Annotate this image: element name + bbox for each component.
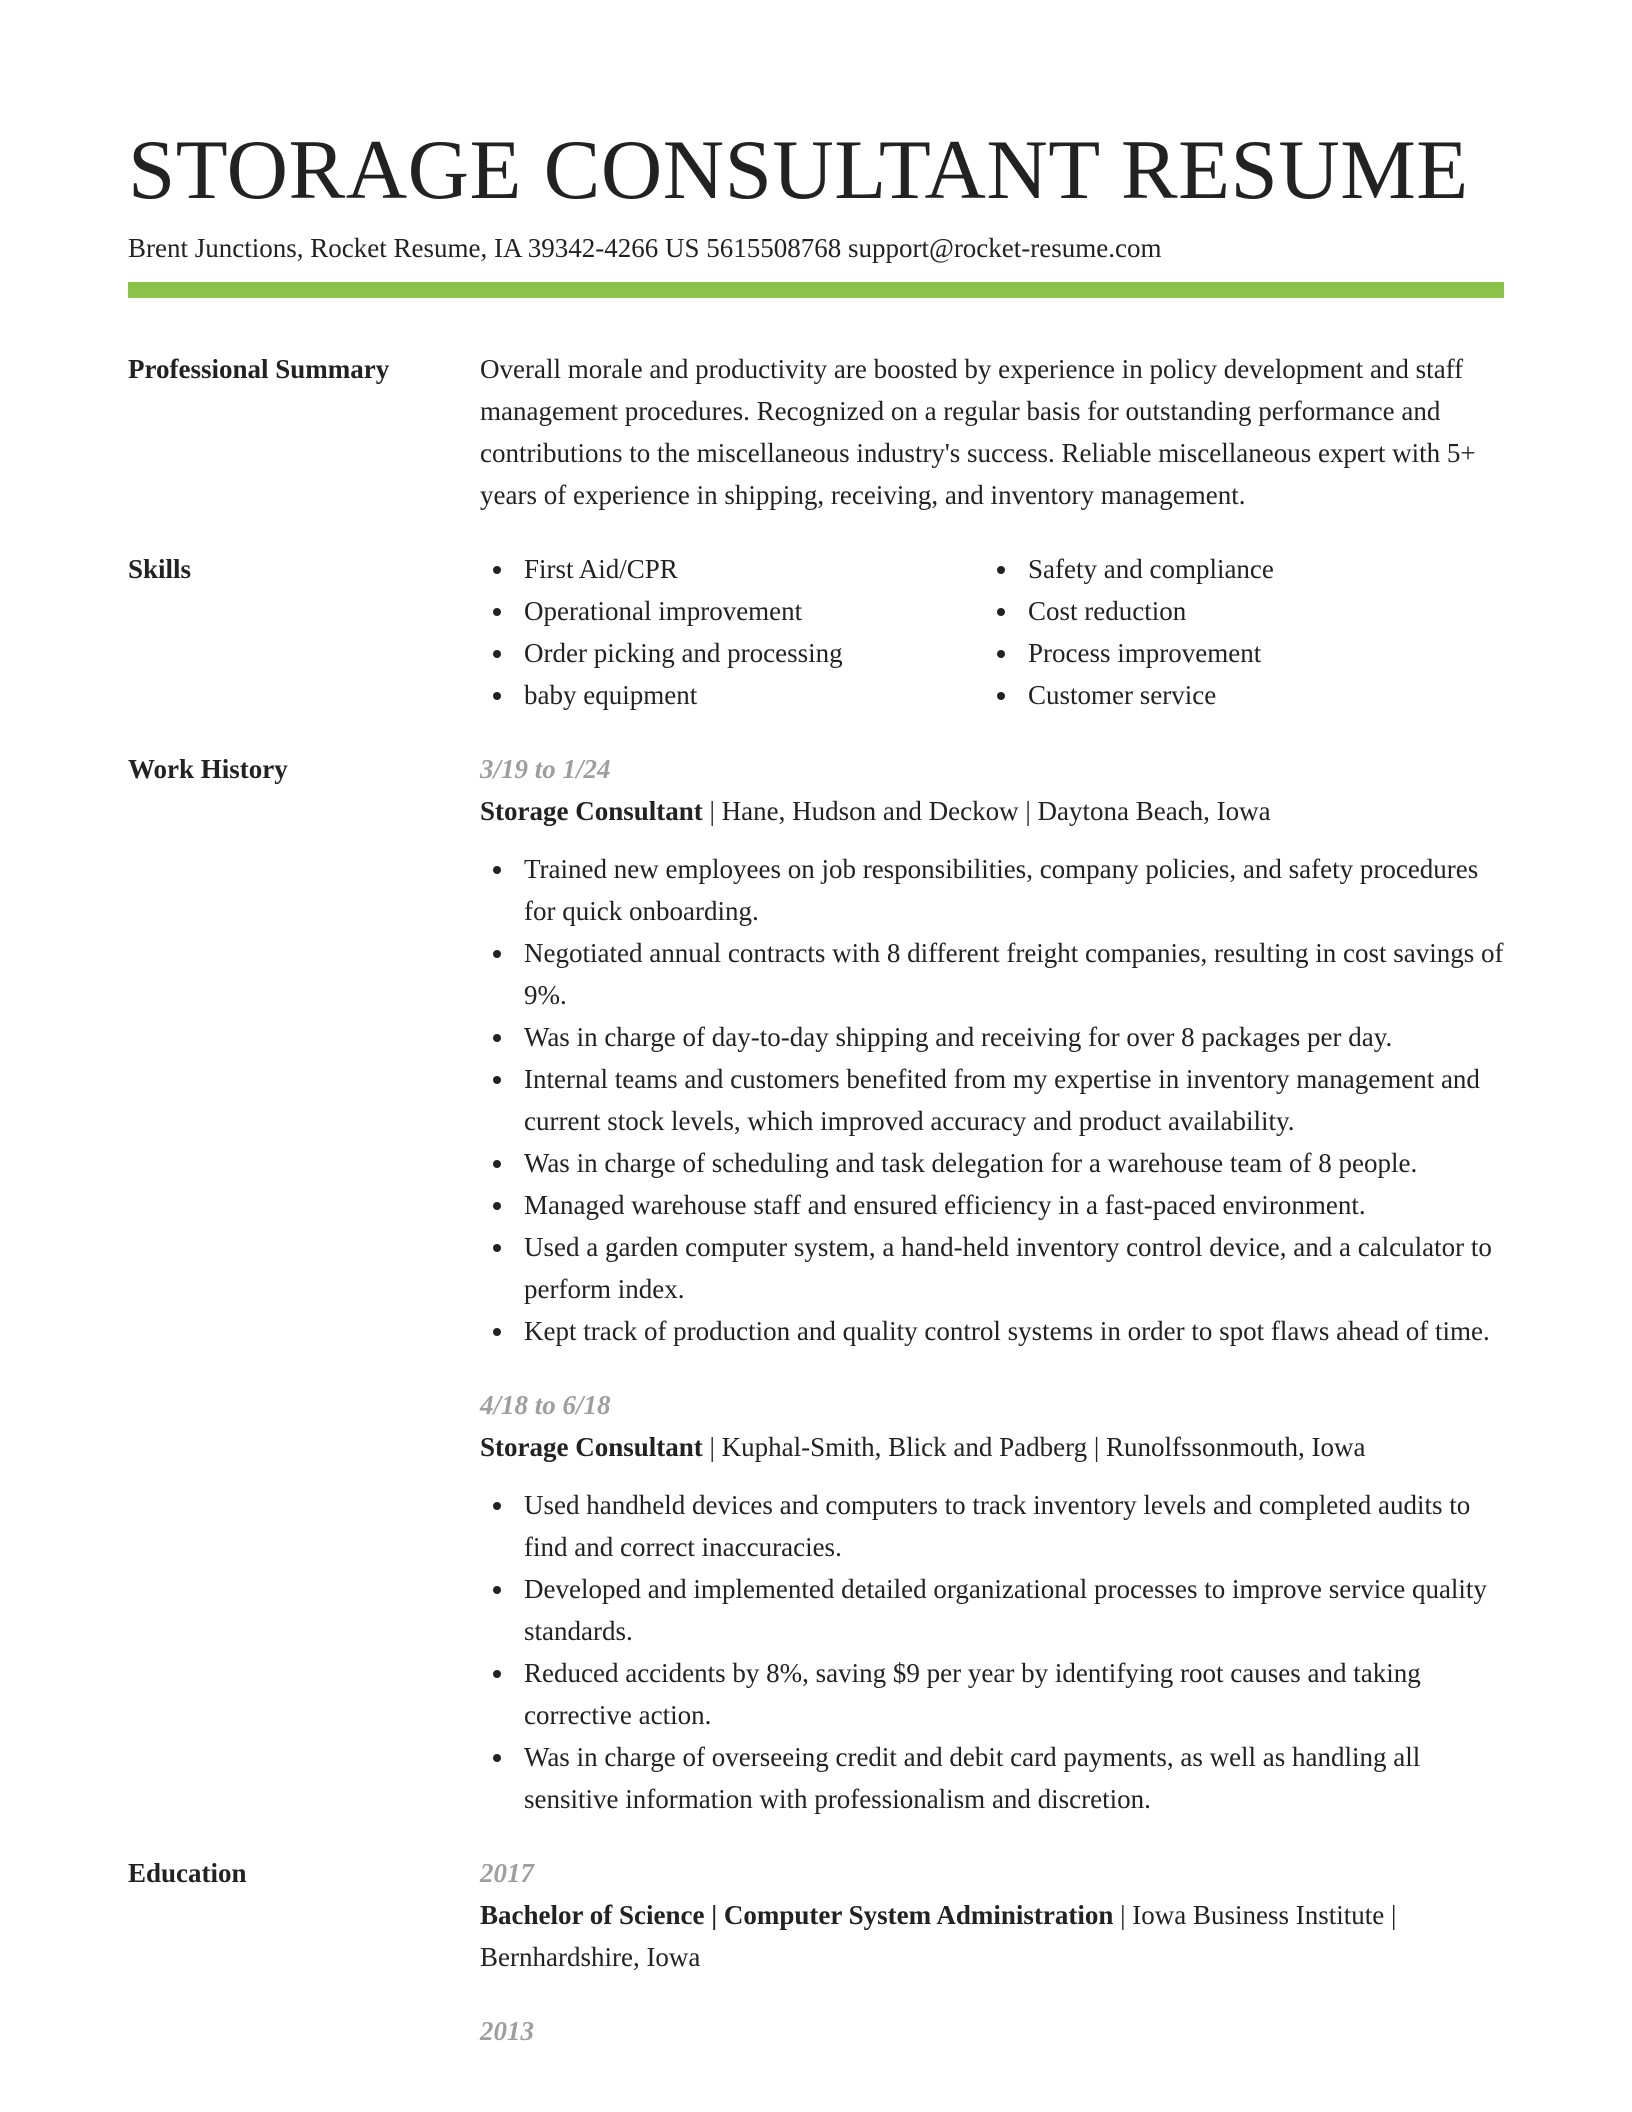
job-duty: Reduced accidents by 8%, saving $9 per year by identifying root causes and taking corrective action. — [480, 1652, 1504, 1736]
skill-item: Cost reduction — [984, 590, 1488, 632]
skill-item: baby equipment — [480, 674, 984, 716]
job-duty: Managed warehouse staff and ensured efficiency in a fast-paced environment. — [480, 1184, 1504, 1226]
skill-item: Customer service — [984, 674, 1488, 716]
summary-section — [128, 348, 1504, 516]
header-divider — [128, 282, 1504, 298]
education-heading — [480, 1894, 1504, 1978]
job-title: Storage Consultant — [480, 1432, 703, 1462]
education-year: 2017 — [480, 1858, 534, 1888]
job-heading — [480, 790, 1504, 832]
job-duties-list — [480, 1484, 1504, 1820]
job-heading — [480, 1426, 1504, 1468]
skills-label: Skills — [128, 554, 192, 584]
job-duties-list — [480, 848, 1504, 1352]
skills-section — [128, 548, 1504, 716]
job-title: Storage Consultant — [480, 796, 703, 826]
job-entry — [480, 1384, 1504, 1820]
skill-item: Safety and compliance — [984, 548, 1488, 590]
skill-item: Order picking and processing — [480, 632, 984, 674]
job-duty: Used a garden computer system, a hand-held inventory control device, and a calculator to perform index. — [480, 1226, 1504, 1310]
resume-title: STORAGE CONSULTANT RESUME — [128, 123, 1469, 217]
education-year: 2013 — [480, 2016, 534, 2046]
job-duty: Used handheld devices and computers to track inventory levels and completed audits to find and correct inaccuracies. — [480, 1484, 1504, 1568]
job-dates: 4/18 to 6/18 — [480, 1390, 611, 1420]
education-entry — [480, 2010, 1504, 2052]
job-employer-location: | Kuphal-Smith, Blick and Padberg | Runolfssonmouth, Iowa — [702, 1432, 1366, 1462]
job-duty: Internal teams and customers benefited from my expertise in inventory management and current stock levels, which improved accuracy and product availability. — [480, 1058, 1504, 1142]
skill-item: First Aid/CPR — [480, 548, 984, 590]
skill-item: Operational improvement — [480, 590, 984, 632]
resume-page — [128, 0, 1504, 2052]
job-duty: Kept track of production and quality control systems in order to spot flaws ahead of time. — [480, 1310, 1504, 1352]
job-entry — [480, 748, 1504, 1352]
school-location: | Iowa Business Institute | Bernhardshire, Iowa — [480, 1900, 1397, 1972]
education-entry — [480, 1852, 1504, 1978]
summary-text: Overall morale and productivity are boosted by experience in policy development and staff management procedures. Recognized on a regular basis for outstanding performance and contributions to the miscellaneous industry's success. Reliable miscellaneous expert with 5+ years of experience in shipping, receiving, and inventory management. — [480, 354, 1476, 510]
degree-title: Bachelor of Science | Computer System Administration — [480, 1900, 1114, 1930]
work-history-label: Work History — [128, 754, 288, 784]
job-employer-location: | Hane, Hudson and Deckow | Daytona Beach, Iowa — [702, 796, 1271, 826]
job-duty: Negotiated annual contracts with 8 different freight companies, resulting in cost savings of 9%. — [480, 932, 1504, 1016]
skill-item: Process improvement — [984, 632, 1488, 674]
job-duty: Developed and implemented detailed organizational processes to improve service quality standards. — [480, 1568, 1504, 1652]
job-duty: Was in charge of overseeing credit and debit card payments, as well as handling all sensitive information with professionalism and discretion. — [480, 1736, 1504, 1820]
job-duty: Trained new employees on job responsibilities, company policies, and safety procedures for quick onboarding. — [480, 848, 1504, 932]
education-section — [128, 1852, 1504, 2052]
job-duty: Was in charge of day-to-day shipping and receiving for over 8 packages per day. — [480, 1016, 1504, 1058]
work-history-section — [128, 748, 1504, 1820]
contact-line: Brent Junctions, Rocket Resume, IA 39342-4266 US 5615508768 support@rocket-resume.com — [128, 233, 1162, 263]
job-dates: 3/19 to 1/24 — [480, 754, 611, 784]
job-duty: Was in charge of scheduling and task delegation for a warehouse team of 8 people. — [480, 1142, 1504, 1184]
skills-list-right — [984, 548, 1488, 716]
skills-list-left — [480, 548, 984, 716]
education-label: Education — [128, 1858, 247, 1888]
summary-label: Professional Summary — [128, 354, 390, 384]
